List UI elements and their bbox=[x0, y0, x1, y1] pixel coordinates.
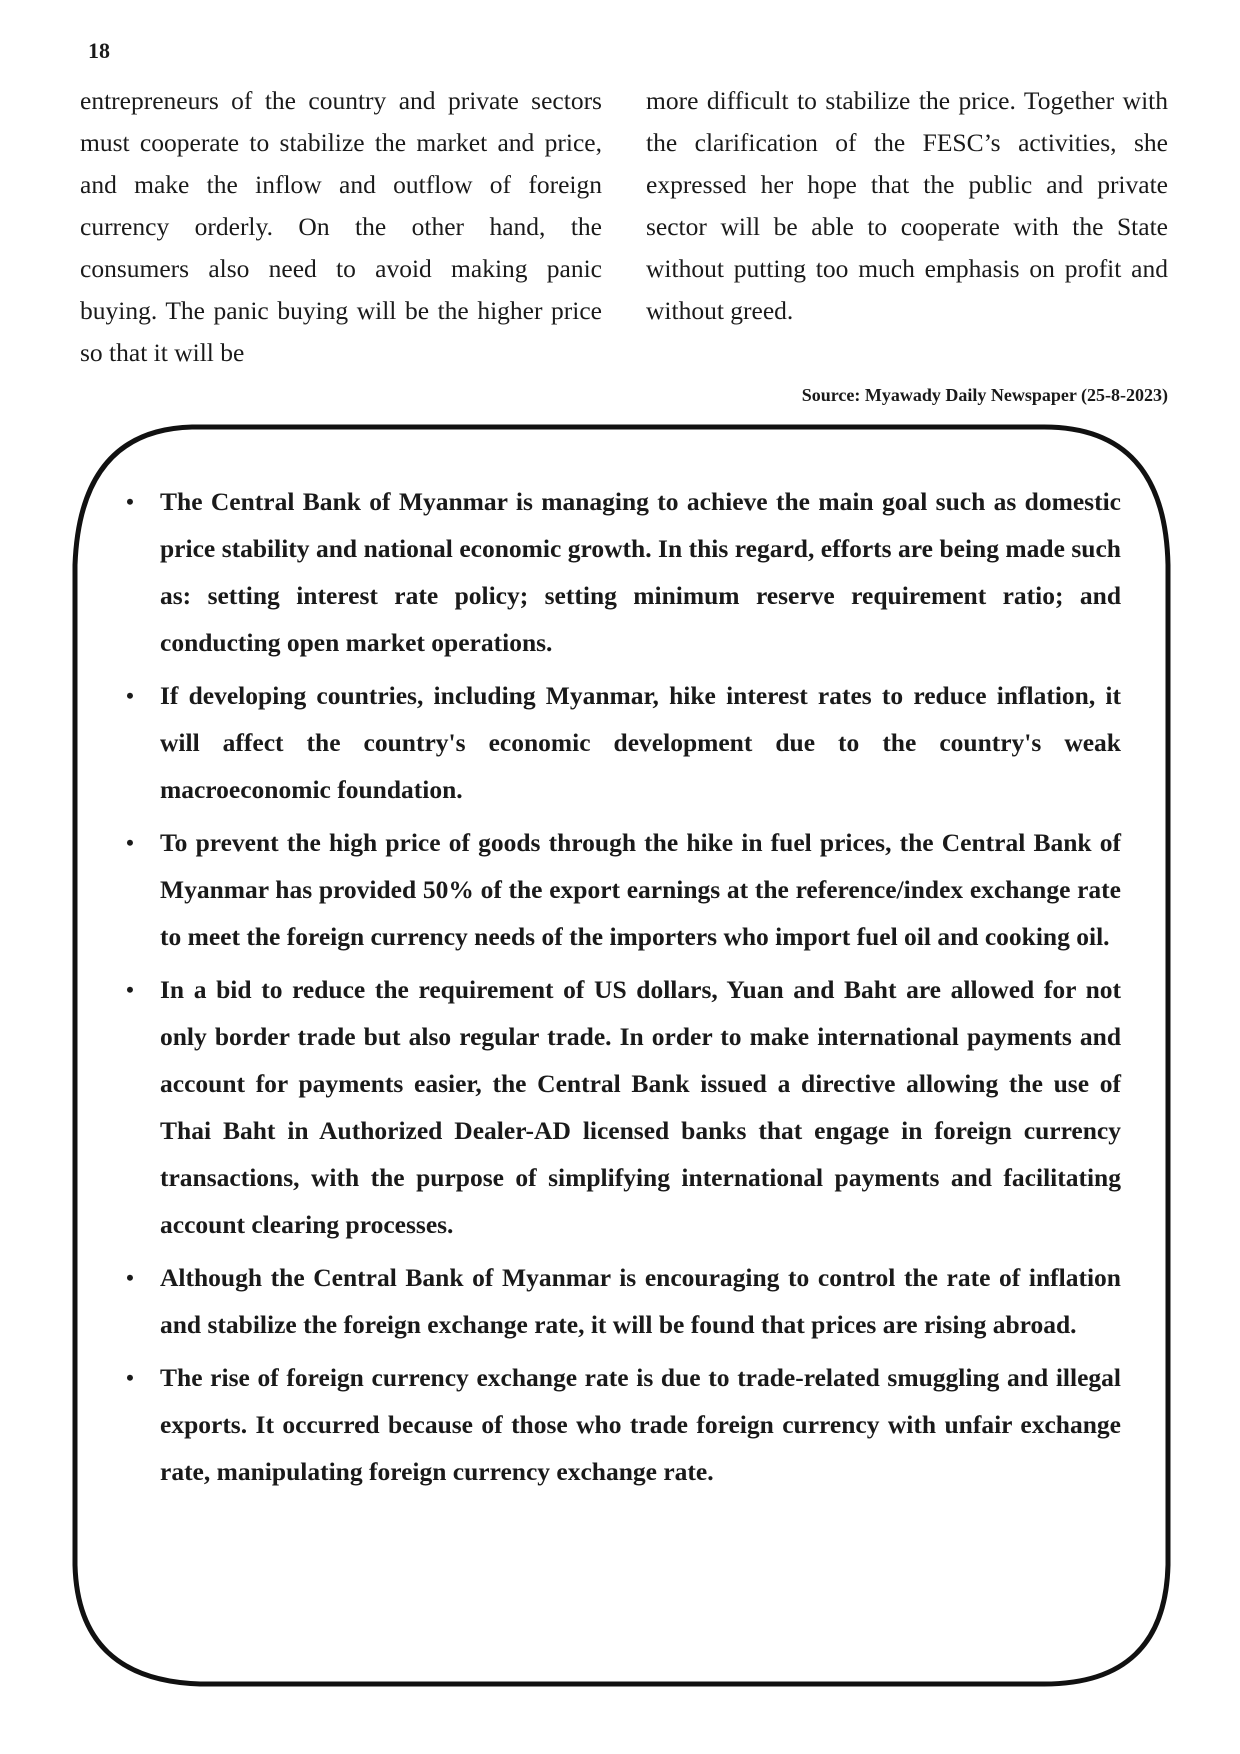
list-item-text: To prevent the high price of goods through the hike in fuel prices, the Central Bank of Myanmar has provided 50% of the export earnings at the reference/index exchange rate to meet the foreign currency needs of the importers who import fuel oil and cooking oil. bbox=[160, 828, 1121, 951]
list-item bbox=[118, 478, 1121, 666]
bullet-icon: • bbox=[126, 683, 134, 708]
list-item-text: If developing countries, including Myanmar, hike interest rates to reduce inflation, it will affect the country's economic development due to the country's weak macroeconomic foundation. bbox=[160, 681, 1121, 804]
list-item-text: The Central Bank of Myanmar is managing to achieve the main goal such as domestic price stability and national economic growth. In this regard, efforts are being made such as: setting interest rate policy; setting minimum reserve requirement ratio; and conducting open market operations. bbox=[160, 487, 1121, 657]
bullet-icon: • bbox=[126, 830, 134, 855]
right-column-text: more difficult to stabilize the price. Together with the clarification of the FESC’s activities, she expressed her hope that the public and private sector will be able to cooperate with the State without putting too much emphasis on profit and without greed. bbox=[646, 86, 1168, 325]
bullet-icon: • bbox=[126, 1265, 134, 1290]
list-item bbox=[118, 1254, 1121, 1348]
article-columns bbox=[80, 80, 1168, 374]
source-citation: Source: Myawady Daily Newspaper (25-8-2023) bbox=[801, 385, 1168, 405]
list-item bbox=[118, 966, 1121, 1248]
bullet-icon: • bbox=[126, 1365, 134, 1390]
list-item-text: In a bid to reduce the requirement of US dollars, Yuan and Baht are allowed for not only border trade but also regular trade. In order to make international payments and account for payments easier, the Central Bank issued a directive allowing the use of Thai Baht in Authorized Dealer-AD licensed banks that engage in foreign currency transactions, with the purpose of simplifying international payments and facilitating account clearing processes. bbox=[160, 975, 1121, 1239]
left-column-text: entrepreneurs of the country and private sectors must cooperate to stabilize the market and price, and make the inflow and outflow of foreign currency orderly. On the other hand, the consumers also need to avoid making panic buying. The panic buying will be the higher price so that it will be bbox=[80, 86, 602, 367]
bullet-icon: • bbox=[126, 489, 134, 514]
key-points-list bbox=[118, 478, 1121, 1501]
list-item bbox=[118, 819, 1121, 960]
list-item-text: Although the Central Bank of Myanmar is encouraging to control the rate of inflation and stabilize the foreign exchange rate, it will be found that prices are rising abroad. bbox=[160, 1263, 1121, 1339]
page-number: 18 bbox=[88, 38, 110, 63]
list-item-text: The rise of foreign currency exchange rate is due to trade-related smuggling and illegal exports. It occurred because of those who trade foreign currency with unfair exchange rate, manipulating foreign currency exchange rate. bbox=[160, 1363, 1121, 1486]
bullet-icon: • bbox=[126, 977, 134, 1002]
list-item bbox=[118, 1354, 1121, 1495]
list-item bbox=[118, 672, 1121, 813]
